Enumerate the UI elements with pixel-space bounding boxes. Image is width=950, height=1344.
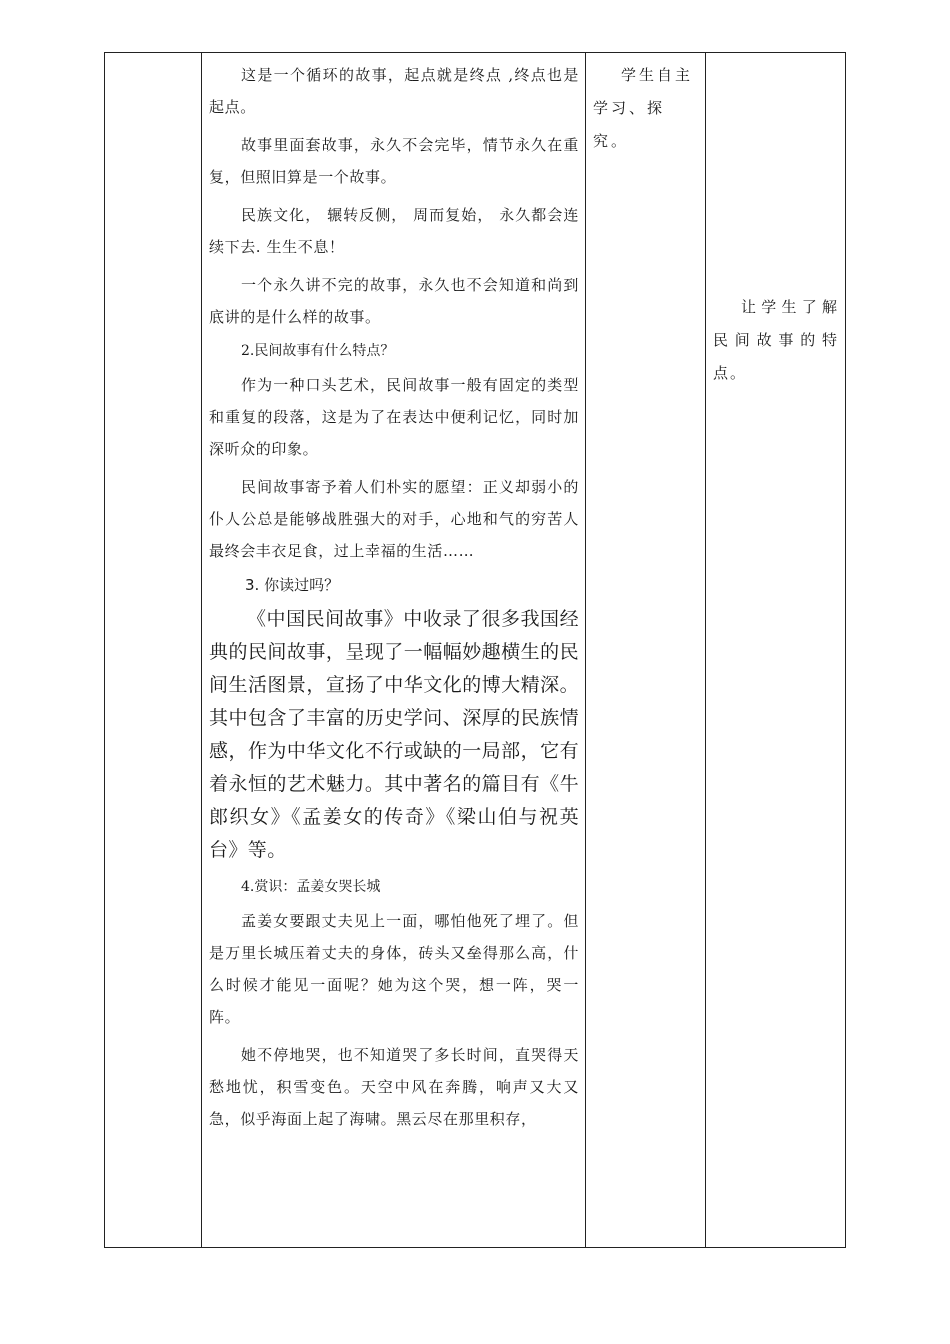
stage-cell (105, 53, 201, 1247)
content-paragraph: 民族文化， 辗转反侧， 周而复始， 永久都会连续下去. 生生不息！ (209, 206, 579, 256)
section-heading-3: 3. 你读过吗？ (245, 576, 340, 594)
content-paragraph: 这是一个循环的故事，起点就是终点 ,终点也是起点。 (209, 66, 579, 116)
student-activity-text: 学生自主学习、探究。 (593, 66, 694, 150)
large-paragraph: 《中国民间故事》中收录了很多我国经典的民间故事，呈现了一幅幅妙趣横生的民间生活图景，宣扬了中华文化的博大精深。其中包含了丰富的历史学问、深厚的民族情感，作为中华文化不行或缺的一局部，它有着永恒的艺术魅力。其中著名的篇目有《牛郎织女》《孟姜女的传奇》《梁山伯与祝英台》等。 (209, 608, 579, 861)
content-cell (201, 53, 585, 1247)
design-intent-text: 让学生了解民间故事的特点。 (713, 298, 839, 382)
content-paragraph: 孟姜女要跟丈夫见上一面，哪怕他死了埋了。但是万里长城压着丈夫的身体，砖头又垒得那么高，什么时候才能见一面呢？她为这个哭，想一阵，哭一阵。 (209, 912, 579, 1026)
student-activity-cell (585, 53, 705, 1247)
content-paragraph: 民间故事寄予着人们朴实的愿望：正义却弱小的仆人公总是能够战胜强大的对手，心地和气的穷苦人最终会丰衣足食，过上幸福的生活…… (209, 478, 579, 560)
section-heading-2: 2.民间故事有什么特点？ (241, 343, 395, 359)
content-paragraph: 作为一种口头艺术，民间故事一般有固定的类型和重复的段落，这是为了在表达中便利记忆，同时加深听众的印象。 (209, 376, 579, 458)
content-paragraph: 故事里面套故事，永久不会完毕，情节永久在重复，但照旧算是一个故事。 (209, 136, 579, 186)
content-paragraph: 一个永久讲不完的故事，永久也不会知道和尚到底讲的是什么样的故事。 (209, 276, 579, 326)
design-intent-cell (705, 53, 847, 1247)
section-heading-4: 4.赏识：孟姜女哭长城 (241, 879, 381, 895)
lesson-table (104, 52, 846, 1248)
content-paragraph: 她不停地哭，也不知道哭了多长时间，直哭得天愁地忧，积雪变色。天空中风在奔腾，响声又大又急，似乎海面上起了海啸。黑云尽在那里积存， (209, 1046, 579, 1128)
